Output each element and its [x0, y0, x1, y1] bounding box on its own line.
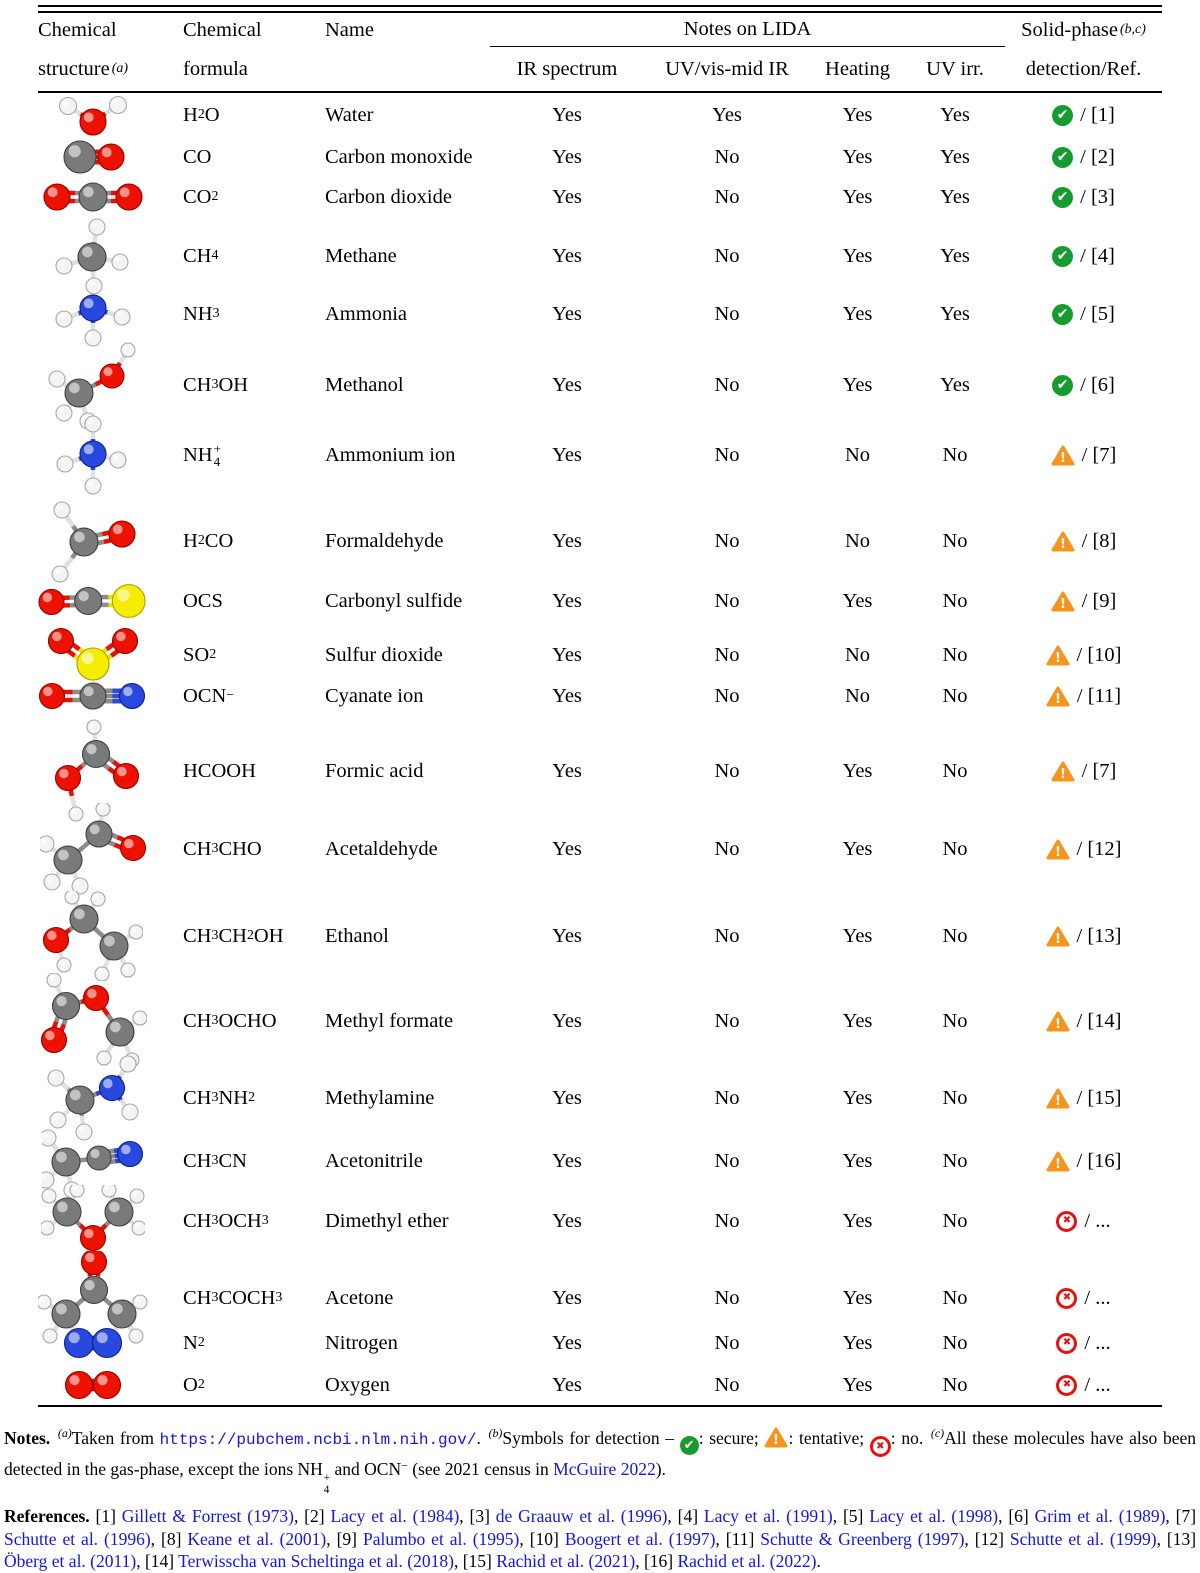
- structure-cell-n2: [38, 1321, 174, 1365]
- table-row-o2: [38, 1365, 1162, 1405]
- molecule-structure-ch3ch2oh: [43, 891, 143, 981]
- molecule-structure-nh3: [53, 281, 133, 347]
- heating-value: No: [810, 673, 905, 719]
- table-row-co2: [38, 177, 1162, 217]
- uv-irr-value: Yes: [905, 281, 1005, 347]
- table-row-ch3cho: [38, 803, 1162, 891]
- reference-citation-link[interactable]: Schutte et al. (1999): [1010, 1529, 1157, 1549]
- uv-irr-value: No: [905, 1251, 1005, 1345]
- tentative-warning-icon: [1046, 1151, 1070, 1172]
- ir-spectrum-value: Yes: [490, 719, 644, 823]
- heating-value: Yes: [810, 803, 905, 895]
- uv-vis-value: No: [644, 137, 810, 177]
- reference-label: / ...: [1084, 1332, 1110, 1355]
- uv-irr-value: No: [905, 673, 1005, 719]
- structure-cell-co2: [38, 177, 174, 217]
- molecule-name: Oxygen: [320, 1365, 490, 1405]
- structure-cell-h2co: [38, 497, 174, 585]
- chemical-formula: NH 3: [174, 281, 320, 347]
- chemical-formula: H 2 CO: [174, 497, 320, 585]
- reference-label: / [4]: [1080, 245, 1115, 268]
- structure-cell-co: [38, 137, 174, 177]
- header-ir-spectrum: IR spectrum: [490, 47, 644, 91]
- header-uv-vis-mid-ir: UV/vis-mid IR: [644, 47, 810, 91]
- ir-spectrum-value: Yes: [490, 891, 644, 981]
- footnote-marker: (a): [58, 1426, 72, 1440]
- molecule-name: Nitrogen: [320, 1321, 490, 1365]
- heating-value: Yes: [810, 1365, 905, 1405]
- uv-vis-value: No: [644, 719, 810, 823]
- reference-label: / [12]: [1077, 838, 1122, 861]
- uv-irr-value: No: [905, 891, 1005, 981]
- reference-label: / [5]: [1080, 303, 1115, 326]
- molecule-structure-h2o: [53, 94, 133, 136]
- notes-lead: Notes.: [4, 1428, 50, 1448]
- no-detection-icon: ✖: [1056, 1333, 1077, 1354]
- ir-spectrum-value: Yes: [490, 93, 644, 137]
- detection-cell: [1005, 575, 1162, 627]
- detection-cell: [1005, 497, 1162, 585]
- heating-value: No: [810, 497, 905, 585]
- uv-irr-value: No: [905, 973, 1005, 1069]
- table-body: [38, 93, 1162, 1405]
- reference-label: / ...: [1084, 1210, 1110, 1233]
- table-row-co: [38, 137, 1162, 177]
- heating-value: Yes: [810, 1055, 905, 1141]
- uv-vis-value: No: [644, 1251, 810, 1345]
- reference-label: / [15]: [1077, 1087, 1122, 1110]
- table-row-nh4: [38, 413, 1162, 497]
- detection-cell: [1005, 803, 1162, 895]
- reference-label: / [7]: [1082, 444, 1117, 467]
- chemical-formula: CH 4: [174, 217, 320, 295]
- uv-vis-value: No: [644, 413, 810, 497]
- molecule-name: Acetonitrile: [320, 1123, 490, 1199]
- uv-vis-value: No: [644, 217, 810, 295]
- ir-spectrum-value: Yes: [490, 803, 644, 895]
- molecule-name: Methylamine: [320, 1055, 490, 1141]
- reference-citation-link[interactable]: Boogert et al. (1997): [565, 1529, 716, 1549]
- reference-label: / [1]: [1080, 104, 1115, 127]
- chemical-formula: CH 3 OCHO: [174, 973, 320, 1069]
- header-notes-on-lida-group: Notes on LIDA: [490, 13, 1005, 47]
- molecule-structure-co2: [43, 180, 143, 214]
- reference-label: / [16]: [1077, 1150, 1122, 1173]
- heating-value: Yes: [810, 339, 905, 431]
- chemical-formula: NH + 4: [174, 413, 320, 497]
- heating-value: No: [810, 413, 905, 497]
- table-row-ocn: [38, 673, 1162, 719]
- detection-cell: [1005, 1365, 1162, 1405]
- heating-value: Yes: [810, 719, 905, 823]
- header-name: Name: [320, 13, 490, 47]
- chemical-formula: HCOOH: [174, 719, 320, 823]
- reference-label: / [3]: [1080, 186, 1115, 209]
- molecule-name: Cyanate ion: [320, 673, 490, 719]
- reference-label: / [8]: [1082, 530, 1117, 553]
- table-notes: Notes. $^{(a)}$Taken from https://pubchem.ncbi.nlm.nih.gov/. $^{(b)}$Symbols for detection – ✔ : secure; ! : tentative; ✖ : no. $^{(c)}$All these molecules have also been detected in the gas-phase, except the ions NH + 4 and OCN− (see 2021 census in McGuire 2022).: [4, 1425, 1196, 1496]
- detection-cell: [1005, 1185, 1162, 1257]
- ir-spectrum-value: Yes: [490, 413, 644, 497]
- chemical-formula: CH 3 CHO: [174, 803, 320, 895]
- inline-formula: OCN−: [364, 1459, 408, 1479]
- structure-cell-ocs: [38, 575, 174, 627]
- molecule-structure-n2: [61, 1325, 125, 1361]
- no-detection-icon: ✖: [1056, 1211, 1077, 1232]
- heating-value: Yes: [810, 1321, 905, 1365]
- molecule-name: Carbon monoxide: [320, 137, 490, 177]
- uv-vis-value: No: [644, 1365, 810, 1405]
- molecule-name: Water: [320, 93, 490, 137]
- citation-link[interactable]: McGuire 2022: [553, 1459, 656, 1479]
- chemical-formula: H 2 O: [174, 93, 320, 137]
- uv-vis-value: No: [644, 803, 810, 895]
- reference-label: / [11]: [1077, 685, 1121, 708]
- tentative-warning-icon: [1046, 1088, 1070, 1109]
- ir-spectrum-value: Yes: [490, 627, 644, 683]
- chemical-formula: CO: [174, 137, 320, 177]
- no-detection-icon: ✖: [1056, 1375, 1077, 1396]
- structure-cell-nh4: [38, 413, 174, 497]
- structure-cell-ch3och3: [38, 1185, 174, 1257]
- uv-irr-value: No: [905, 1123, 1005, 1199]
- ir-spectrum-value: Yes: [490, 673, 644, 719]
- table-row-ch3ch2oh: [38, 891, 1162, 973]
- reference-citation-link[interactable]: Lacy et al. (1991): [704, 1506, 833, 1526]
- uv-irr-value: No: [905, 497, 1005, 585]
- uv-irr-value: No: [905, 627, 1005, 683]
- ir-spectrum-value: Yes: [490, 217, 644, 295]
- heating-value: Yes: [810, 137, 905, 177]
- molecule-name: Acetaldehyde: [320, 803, 490, 895]
- uv-vis-value: No: [644, 339, 810, 431]
- table-row-ch3coch3: [38, 1251, 1162, 1321]
- tentative-warning-icon: [1046, 926, 1070, 947]
- table-row-n2: [38, 1321, 1162, 1365]
- table-row-nh3: [38, 281, 1162, 339]
- uv-vis-value: No: [644, 673, 810, 719]
- reference-label: / [7]: [1082, 760, 1117, 783]
- heating-value: Yes: [810, 1123, 905, 1199]
- ir-spectrum-value: Yes: [490, 1123, 644, 1199]
- secure-check-icon: ✔: [1052, 105, 1073, 126]
- chemical-formula: O 2: [174, 1365, 320, 1405]
- reference-citation-link[interactable]: Palumbo et al. (1995): [363, 1529, 519, 1549]
- reference-citation-link[interactable]: Gillett & Forrest (1973): [122, 1506, 294, 1526]
- uv-irr-value: No: [905, 1055, 1005, 1141]
- heating-value: Yes: [810, 217, 905, 295]
- heating-value: Yes: [810, 1185, 905, 1257]
- reference-label: / [9]: [1082, 590, 1117, 613]
- ir-spectrum-value: Yes: [490, 1055, 644, 1141]
- uv-irr-value: No: [905, 413, 1005, 497]
- molecule-name: Ammonia: [320, 281, 490, 347]
- ir-spectrum-value: Yes: [490, 1365, 644, 1405]
- header-uv-irr: UV irr.: [905, 47, 1005, 91]
- uv-irr-value: No: [905, 1365, 1005, 1405]
- tentative-warning-icon: [1051, 591, 1075, 612]
- uv-vis-value: No: [644, 281, 810, 347]
- header-chemical-structure-line1: Chemical: [38, 13, 174, 47]
- uv-irr-value: No: [905, 719, 1005, 823]
- chemical-formula: CH 3 OH: [174, 339, 320, 431]
- secure-check-icon: ✔: [1052, 246, 1073, 267]
- uv-vis-value: No: [644, 973, 810, 1069]
- svg-text:!: !: [1055, 1094, 1061, 1109]
- tentative-warning-icon: [764, 1427, 788, 1448]
- molecule-name: Formaldehyde: [320, 497, 490, 585]
- heating-value: No: [810, 627, 905, 683]
- uv-vis-value: No: [644, 1321, 810, 1365]
- uv-irr-value: Yes: [905, 339, 1005, 431]
- chemical-formula: CH 3 CN: [174, 1123, 320, 1199]
- uv-irr-value: Yes: [905, 137, 1005, 177]
- secure-check-icon: ✔: [680, 1436, 699, 1455]
- ir-spectrum-value: Yes: [490, 339, 644, 431]
- svg-text:!: !: [1055, 651, 1061, 666]
- uv-irr-value: No: [905, 1185, 1005, 1257]
- no-detection-icon: ✖: [1056, 1288, 1077, 1309]
- table-row-ocs: [38, 575, 1162, 627]
- references-lead: References.: [4, 1506, 90, 1526]
- structure-cell-ch3ch2oh: [38, 891, 174, 981]
- reference-citation-link[interactable]: Rachid et al. (2021): [496, 1551, 635, 1571]
- molecule-structure-ch3cho: [40, 803, 146, 895]
- table-row-h2co: [38, 497, 1162, 575]
- molecule-name: Dimethyl ether: [320, 1185, 490, 1257]
- molecule-name: Carbon dioxide: [320, 177, 490, 217]
- svg-text:!: !: [774, 1433, 780, 1448]
- reference-label: / ...: [1084, 1374, 1110, 1397]
- uv-vis-value: No: [644, 1055, 810, 1141]
- table-row-ch3cn: [38, 1123, 1162, 1185]
- tentative-warning-icon: [1046, 1011, 1070, 1032]
- ir-spectrum-value: Yes: [490, 1321, 644, 1365]
- molecule-name: Methane: [320, 217, 490, 295]
- ir-spectrum-value: Yes: [490, 1185, 644, 1257]
- ir-spectrum-value: Yes: [490, 1251, 644, 1345]
- uv-irr-value: Yes: [905, 93, 1005, 137]
- molecule-name: Ammonium ion: [320, 413, 490, 497]
- header-chemical-structure-line2: structure (a): [38, 47, 174, 91]
- uv-vis-value: No: [644, 1123, 810, 1199]
- header-chemical-formula-line1: Chemical: [174, 13, 320, 47]
- molecule-structure-nh4: [55, 413, 131, 497]
- table-top-rule: [38, 5, 1162, 13]
- structure-cell-ch3cho: [38, 803, 174, 895]
- detection-cell: [1005, 891, 1162, 981]
- secure-check-icon: ✔: [1052, 375, 1073, 396]
- table-header: [38, 13, 1162, 91]
- molecule-name: Formic acid: [320, 719, 490, 823]
- uv-irr-value: No: [905, 575, 1005, 627]
- molecule-name: Sulfur dioxide: [320, 627, 490, 683]
- svg-text:!: !: [1060, 451, 1066, 466]
- table-row-hcooh: [38, 719, 1162, 803]
- structure-cell-h2o: [38, 93, 174, 137]
- molecule-structure-o2: [62, 1368, 124, 1402]
- heating-value: Yes: [810, 973, 905, 1069]
- svg-text:!: !: [1055, 1017, 1061, 1032]
- detection-cell: [1005, 673, 1162, 719]
- molecule-table: [38, 5, 1162, 1407]
- table-row-ch3ocho: [38, 973, 1162, 1055]
- ir-spectrum-value: Yes: [490, 137, 644, 177]
- heating-value: Yes: [810, 177, 905, 217]
- chemical-formula: OCS: [174, 575, 320, 627]
- tentative-warning-icon: [1046, 839, 1070, 860]
- table-row-ch3nh2: [38, 1055, 1162, 1123]
- ir-spectrum-value: Yes: [490, 497, 644, 585]
- uv-vis-value: No: [644, 575, 810, 627]
- inline-formula: NH + 4: [298, 1459, 331, 1479]
- uv-vis-value: No: [644, 497, 810, 585]
- svg-text:!: !: [1060, 767, 1066, 782]
- reference-citation-link[interactable]: Terwisscha van Scheltinga et al. (2018): [178, 1551, 454, 1571]
- svg-text:!: !: [1055, 692, 1061, 707]
- reference-citation-link[interactable]: Lacy et al. (1984): [330, 1506, 459, 1526]
- molecule-structure-ch3och3: [41, 1185, 145, 1257]
- table-row-ch3och3: [38, 1185, 1162, 1251]
- uv-vis-value: No: [644, 177, 810, 217]
- svg-text:!: !: [1055, 932, 1061, 947]
- svg-text:!: !: [1060, 597, 1066, 612]
- svg-text:!: !: [1060, 537, 1066, 552]
- reference-citation-link[interactable]: Keane et al. (2001): [187, 1529, 326, 1549]
- detection-cell: [1005, 413, 1162, 497]
- chemical-formula: SO 2: [174, 627, 320, 683]
- tentative-warning-icon: [1051, 445, 1075, 466]
- uv-vis-value: No: [644, 891, 810, 981]
- chemical-formula: CH 3 COCH 3: [174, 1251, 320, 1345]
- table-row-ch3oh: [38, 339, 1162, 413]
- molecule-structure-co: [55, 138, 131, 176]
- molecule-structure-ocs: [38, 581, 148, 621]
- heating-value: Yes: [810, 1251, 905, 1345]
- tentative-warning-icon: [1046, 645, 1070, 666]
- structure-cell-ocn: [38, 673, 174, 719]
- molecule-name: Carbonyl sulfide: [320, 575, 490, 627]
- table-row-so2: [38, 627, 1162, 673]
- uv-vis-value: Yes: [644, 93, 810, 137]
- reference-citation-link[interactable]: Schutte & Greenberg (1997): [760, 1529, 964, 1549]
- header-chemical-formula-line2: formula: [174, 47, 320, 91]
- header-heating: Heating: [810, 47, 905, 91]
- tentative-warning-icon: [1051, 761, 1075, 782]
- chemical-formula: CH 3 CH 2 OH: [174, 891, 320, 981]
- molecule-name: Ethanol: [320, 891, 490, 981]
- structure-cell-nh3: [38, 281, 174, 347]
- table-references: References. [1] Gillett & Forrest (1973), [2] Lacy et al. (1984), [3] de Graauw et al. (1996), [4] Lacy et al. (1991), [5] Lacy et al. (1998), [6] Grim et al. (1989), [7] Schutte et al. (1996), [8] Keane et al. (2001), [9] Palumbo et al. (1995), [10] Boogert et al. (1997), [11] Schutte & Greenberg (1997), [12] Schutte et al. (1999), [13] Öberg et al. (2011), [14] Terwisscha van Scheltinga et al. (2018), [15] Rachid et al. (2021), [16] Rachid et al. (2022).: [4, 1505, 1196, 1572]
- ir-spectrum-value: Yes: [490, 177, 644, 217]
- reference-citation-link[interactable]: Rachid et al. (2022): [677, 1551, 816, 1571]
- reference-label: / [14]: [1077, 1010, 1122, 1033]
- chemical-formula: N 2: [174, 1321, 320, 1365]
- detection-cell: [1005, 137, 1162, 177]
- molecule-name: Methyl formate: [320, 973, 490, 1069]
- reference-citation-link[interactable]: Lacy et al. (1998): [869, 1506, 998, 1526]
- uv-irr-value: No: [905, 1321, 1005, 1365]
- reference-citation-link[interactable]: Grim et al. (1989): [1035, 1506, 1166, 1526]
- reference-label: / [10]: [1077, 644, 1122, 667]
- secure-check-icon: ✔: [1052, 187, 1073, 208]
- svg-text:!: !: [1055, 845, 1061, 860]
- molecule-structure-h2co: [49, 497, 137, 585]
- reference-citation-link[interactable]: Schutte et al. (1996): [4, 1529, 151, 1549]
- header-detection-ref: detection/Ref.: [1005, 47, 1162, 91]
- tentative-warning-icon: [1051, 531, 1075, 552]
- chemical-formula: CH 3 NH 2: [174, 1055, 320, 1141]
- detection-cell: [1005, 281, 1162, 347]
- reference-label: / [13]: [1077, 925, 1122, 948]
- pubchem-url-link[interactable]: https://pubchem.ncbi.nlm.nih.gov/: [160, 1431, 477, 1449]
- uv-vis-value: No: [644, 1185, 810, 1257]
- molecule-structure-ocn: [39, 678, 147, 714]
- heating-value: Yes: [810, 891, 905, 981]
- reference-citation-link[interactable]: Öberg et al. (2011): [4, 1551, 136, 1571]
- footnote-marker: (b): [489, 1426, 503, 1440]
- secure-check-icon: ✔: [1052, 304, 1073, 325]
- table-bottom-rule: [38, 1405, 1162, 1407]
- detection-cell: [1005, 1321, 1162, 1365]
- uv-irr-value: Yes: [905, 177, 1005, 217]
- chemical-formula: CH 3 OCH 3: [174, 1185, 320, 1257]
- structure-cell-o2: [38, 1365, 174, 1405]
- ir-spectrum-value: Yes: [490, 973, 644, 1069]
- reference-label: / [6]: [1080, 374, 1115, 397]
- tentative-warning-icon: [1046, 686, 1070, 707]
- molecule-name: Acetone: [320, 1251, 490, 1345]
- no-detection-icon: ✖: [870, 1436, 891, 1457]
- uv-irr-value: No: [905, 803, 1005, 895]
- table-row-h2o: [38, 93, 1162, 137]
- uv-irr-value: Yes: [905, 217, 1005, 295]
- footnote-marker: (c): [931, 1426, 944, 1440]
- header-solid-phase-line1: Solid-phase (b,c): [1005, 13, 1162, 47]
- heating-value: Yes: [810, 281, 905, 347]
- uv-vis-value: No: [644, 627, 810, 683]
- svg-text:!: !: [1055, 1157, 1061, 1172]
- ir-spectrum-value: Yes: [490, 281, 644, 347]
- heating-value: Yes: [810, 575, 905, 627]
- molecule-name: Methanol: [320, 339, 490, 431]
- reference-citation-link[interactable]: de Graauw et al. (1996): [496, 1506, 668, 1526]
- detection-cell: [1005, 177, 1162, 217]
- chemical-formula: CO 2: [174, 177, 320, 217]
- secure-check-icon: ✔: [1052, 147, 1073, 168]
- table-row-ch4: [38, 217, 1162, 281]
- reference-label: / ...: [1084, 1287, 1110, 1310]
- chemical-formula: OCN −: [174, 673, 320, 719]
- detection-cell: [1005, 93, 1162, 137]
- ir-spectrum-value: Yes: [490, 575, 644, 627]
- heating-value: Yes: [810, 93, 905, 137]
- reference-label: / [2]: [1080, 146, 1115, 169]
